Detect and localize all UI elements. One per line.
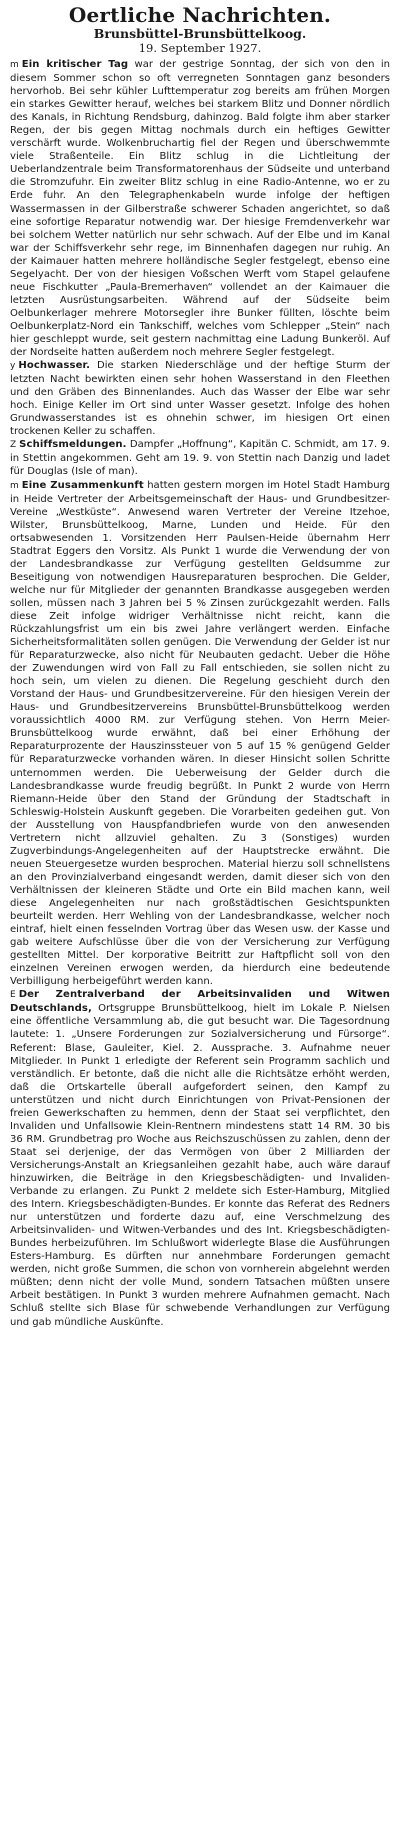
- article-hochwasser: [10, 359, 390, 438]
- article-body: Dampfer „Hoffnung“, Kapitän C. Schmidt, am 17. 9. in Stettin angekommen. Geht am 19. 9. von Stettin nach Danzig und ladet für Douglas (Isle of man).: [10, 439, 390, 478]
- dateline: 19. September 1927.: [138, 41, 262, 55]
- article-body: Ortsgruppe Brunsbüttelkoog, hielt im Lokale P. Nielsen eine öffentliche Versammlung ab, die gut besucht war. Die Tagesordnung lautete: 1. „Unsere Forderungen zur Sozialversicherung und Fürsorge“. Referent: Blase, Gauleiter, Kiel. 2. Aussprache. 3. Aufnahme neuer Mitglieder. In Punkt 1 erledigte der Referent sein Programm sachlich und verständlich. Er betonte, daß die nicht alle die Richtsätze erhöht werden, daß die Ortskartelle überall aufgefordert seinen, den Kampf zu unterstützen und nicht durch Einrichtungen von Privat-Pensionen der freien Gewerkschaften zu hemmen, denn der Staat sei verpflichtet, den Invaliden und Unfallsowie Klein-Rentnern mindestens statt 14 RM. 30 bis 36 RM. Grundbetrag pro Woche aus Reichszuschüssen zu zahlen, denn der Staat sei derjenige, der das Vermögen von über 2 Milliarden der Versicherungs-Anstalt an Kriegsanleihen gezahlt habe, auch wäre darauf hinzuwirken, die Beiträge in den Kriegsbeschädigten- und Invaliden-Verbande zu erlangen. Zu Punkt 2 meldete sich Ester-Hamburg, Mitglied des Intern. Kriegsbeschädigten-Bundes. Er konnte das Referat des Redners nur unterstützen und forderte dazu auf, eine Verschmelzung des Arbeitsinvaliden- und Witwen-Verbandes und des Int. Kriegsbeschädigten-Bundes herbeizuführen. Im Schlußwort widerlegte Blase die Ausführungen Esters-Hamburg. Es dürften nur annehmbare Forderungen gemacht werden, nicht große Summen, die schon von vornherein abgelehnt werden müßten; denn nicht der volle Mund, sondern Tatsachen müßten unsere Arbeit bestätigen. In Punkt 3 wurden mehrere Aufnahmen gemacht. Nach Schluß stellte sich Blase für schwebende Verhandlungen zur Verfügung und gab mündliche Auskünfte.: [10, 1003, 390, 1328]
- article-body: war der gestrige Sonntag, der sich von den in diesem Sommer schon so oft verregneten Sonntagen ganz besonders hervorhob. Bei sehr kühler Lufttemperatur zog bereits am frühen Morgen ein starkes Gewitter herauf, welches bei starkem Blitz und Donner nördlich des Kanals, in Richtung Rendsburg, dahinzog. Bald folgte ihm aber starker Regen, der bis gegen Mittag nochmals durch ein heftiges Gewitter verschärft wurde. Wolkenbruchartig fiel der Regen und überschwemmte viele Straßenteile. Ein Blitz schlug in die Lichtleitung der Ueberlandzentrale beim Transformatorenhaus der Südseite und unterband die Stromzufuhr. Ein zweiter Blitz schlug in eine Radio-Antenne, wo er zu Erde fuhr. An den Telegraphenkabeln wurde infolge der heftigen Wassermassen in der Gilberstraße schwerer Schaden angerichtet, so daß eine sofortige Reparatur notwendig war. Der hiesige Fremdenverkehr war bei solchem Wetter natürlich nur sehr schwach. Auf der Elbe und im Kanal war der Schiffsverkehr sehr rege, im Binnenhafen dagegen nur ruhig. An der Kaimauer hatten mehrere holländische Segler festgelegt, ebenso eine Segelyacht. Der von der hiesigen Voßschen Werft vom Stapel gelaufene neue Fischkutter „Paula-Bremerhaven“ vollendet an der Kaimauer die letzten Ausrüstungsarbeiten. Während auf der Südseite beim Oelbunkerlager mehrere Motorsegler ihre Bunker füllten, löschte beim Oelbunkerplatz-Nord ein Tankschiff, welches vom Schlepper „Stein“ nach hier geschleppt wurde, seit gestern nachmittag eine Ladung Bunkeröl. Auf der Nordseite hatten außerdem noch mehrere Segler festgelegt.: [10, 59, 391, 359]
- article-marker: m: [10, 60, 19, 70]
- article-headline: Der Zentralverband der Arbeitsinvaliden und Witwen Deutschlands,: [10, 989, 390, 1015]
- article-marker: Z: [10, 440, 17, 451]
- article-marker: m: [10, 480, 19, 491]
- article-headline: Schiffsmeldungen.: [19, 439, 127, 451]
- section-title: Oertliche Nachrichten.: [68, 3, 332, 27]
- article-marker: y: [10, 361, 16, 372]
- article-headline: Ein kritischer Tag: [21, 59, 129, 70]
- article-body: Die starken Niederschläge und der heftige Sturm der letzten Nacht bewirkten einen sehr hohen Wasserstand in den Fleethen und den Gräben des Binnenlandes. Auch das Wasser der Elbe war sehr hoch. Einige Keller im Ort sind unter Wasser gesetzt. Infolge des hohen Grundwasserstandes ist es ohnehin schwer, im hiesigen Ort einen trockenen Keller zu schaffen.: [10, 360, 390, 438]
- article-marker: E: [10, 990, 16, 1001]
- article-headline: Eine Zusammenkunft: [21, 479, 144, 491]
- article-headline: Hochwasser.: [18, 360, 91, 372]
- article-zentralverband: [10, 988, 390, 1328]
- section-subtitle: Brunsbüttel-Brunsbüttelkoog.: [93, 26, 307, 41]
- article-body: hatten gestern morgen im Hotel Stadt Hamburg in Heide Vertreter der Arbeitsgemeinschaft der Haus- und Grundbesitzer-Vereine „Westküste“. Anwesend waren Vertreter der Vereine Itzehoe, Wilster, Brunsbüttelkoog, Marne, Lunden und Heide. Für den ortsabwesenden 1. Vorsitzenden Herr Paulsen-Heide übernahm Herr Stadtrat Eggers den Vorsitz. Als Punkt 1 wurde die Verwendung der von der Landesbrandkasse zur Verfügung gestellten Geldsumme zur Beseitigung von notwendigen Hausreparaturen besprochen. Die Gelder, welche nur für Mitglieder der genannten Brandkasse ausgegeben werden sollen, müssen nach 3 Jahren bei 5 % Zinsen zurückgezahlt werden. Falls diese Zeit infolge widriger Verhältnisse nicht reicht, kann die Rückzahlungsfrist um ein bis zwei Jahre verlängert werden. Einfache Sicherheitsformalitäten sollen genügen. Die Verwendung der Gelder ist nur für Reparaturzwecke, also nicht für Neubauten gedacht. Ueber die Höhe der Zuwendungen wird von Fall zu Fall entschieden, sie sollen nicht zu hoch sein, um vielen zu dienen. Die Regelung geschieht durch den Vorstand der Haus- und Grundbesitzervereine. Für den hiesigen Verein der Haus- und Grundbesitzervereins Brunsbüttel-Brunsbüttelkoog werden voraussichtlich 4000 RM. zur Verfügung stehen. Von Herrn Meier-Brunsbüttelkoog wurde erwähnt, daß bei einer Erhöhung der Reparaturprozente der Hauszinssteuer von 5 auf 15 % genügend Gelder für Reparaturzwecke vorhanden wären. In dieser Hinsicht sollen Schritte unternommen werden. Die Ueberweisung der Gelder durch die Landesbrandkasse wurde freudig begrüßt. In Punkt 2 wurde von Herrn Riemann-Heide über den Stand der Gründung der Stadtschaft in Schleswig-Holstein Auskunft gegeben. Die Vorarbeiten gedeihen gut. Von der Ausstellung von Hauspfandbriefen wurde von den anwesenden Vertretern nicht allzuviel gehalten. Zu 3 (Sonstiges) wurden Zugverbindungs-Angelegenheiten auf der Hauptstrecke erwähnt. Die neuen Steuergesetze wurden besprochen. Material hierzu soll schnellstens an den Provinzialverband eingesandt werden, damit dieser sich von den Verhältnissen der kleineren Städte und Orte ein Bild machen kann, weil diese Angelegenheiten nur nach großstädtischen Gesichtspunkten beurteilt werden. Herr Wehling von der Landesbrandkasse, welcher noch eintraf, hielt einen fesselnden Vortrag über das Wesen usw. der Kasse und gab weitere Aufschlüsse über die von der Versicherung zur Verfügung gestellten Mittel. Der korporative Beitritt zur Haftpflicht soll von den einzelnen Vereinen erwogen werden, da hierdurch eine bedeutende Verbilligung herbeigeführt werden kann.: [10, 479, 390, 988]
- article-kritischer-tag: [10, 58, 390, 359]
- article-schiffsmeldungen: [10, 438, 390, 478]
- article-zusammenkunft: [10, 479, 390, 989]
